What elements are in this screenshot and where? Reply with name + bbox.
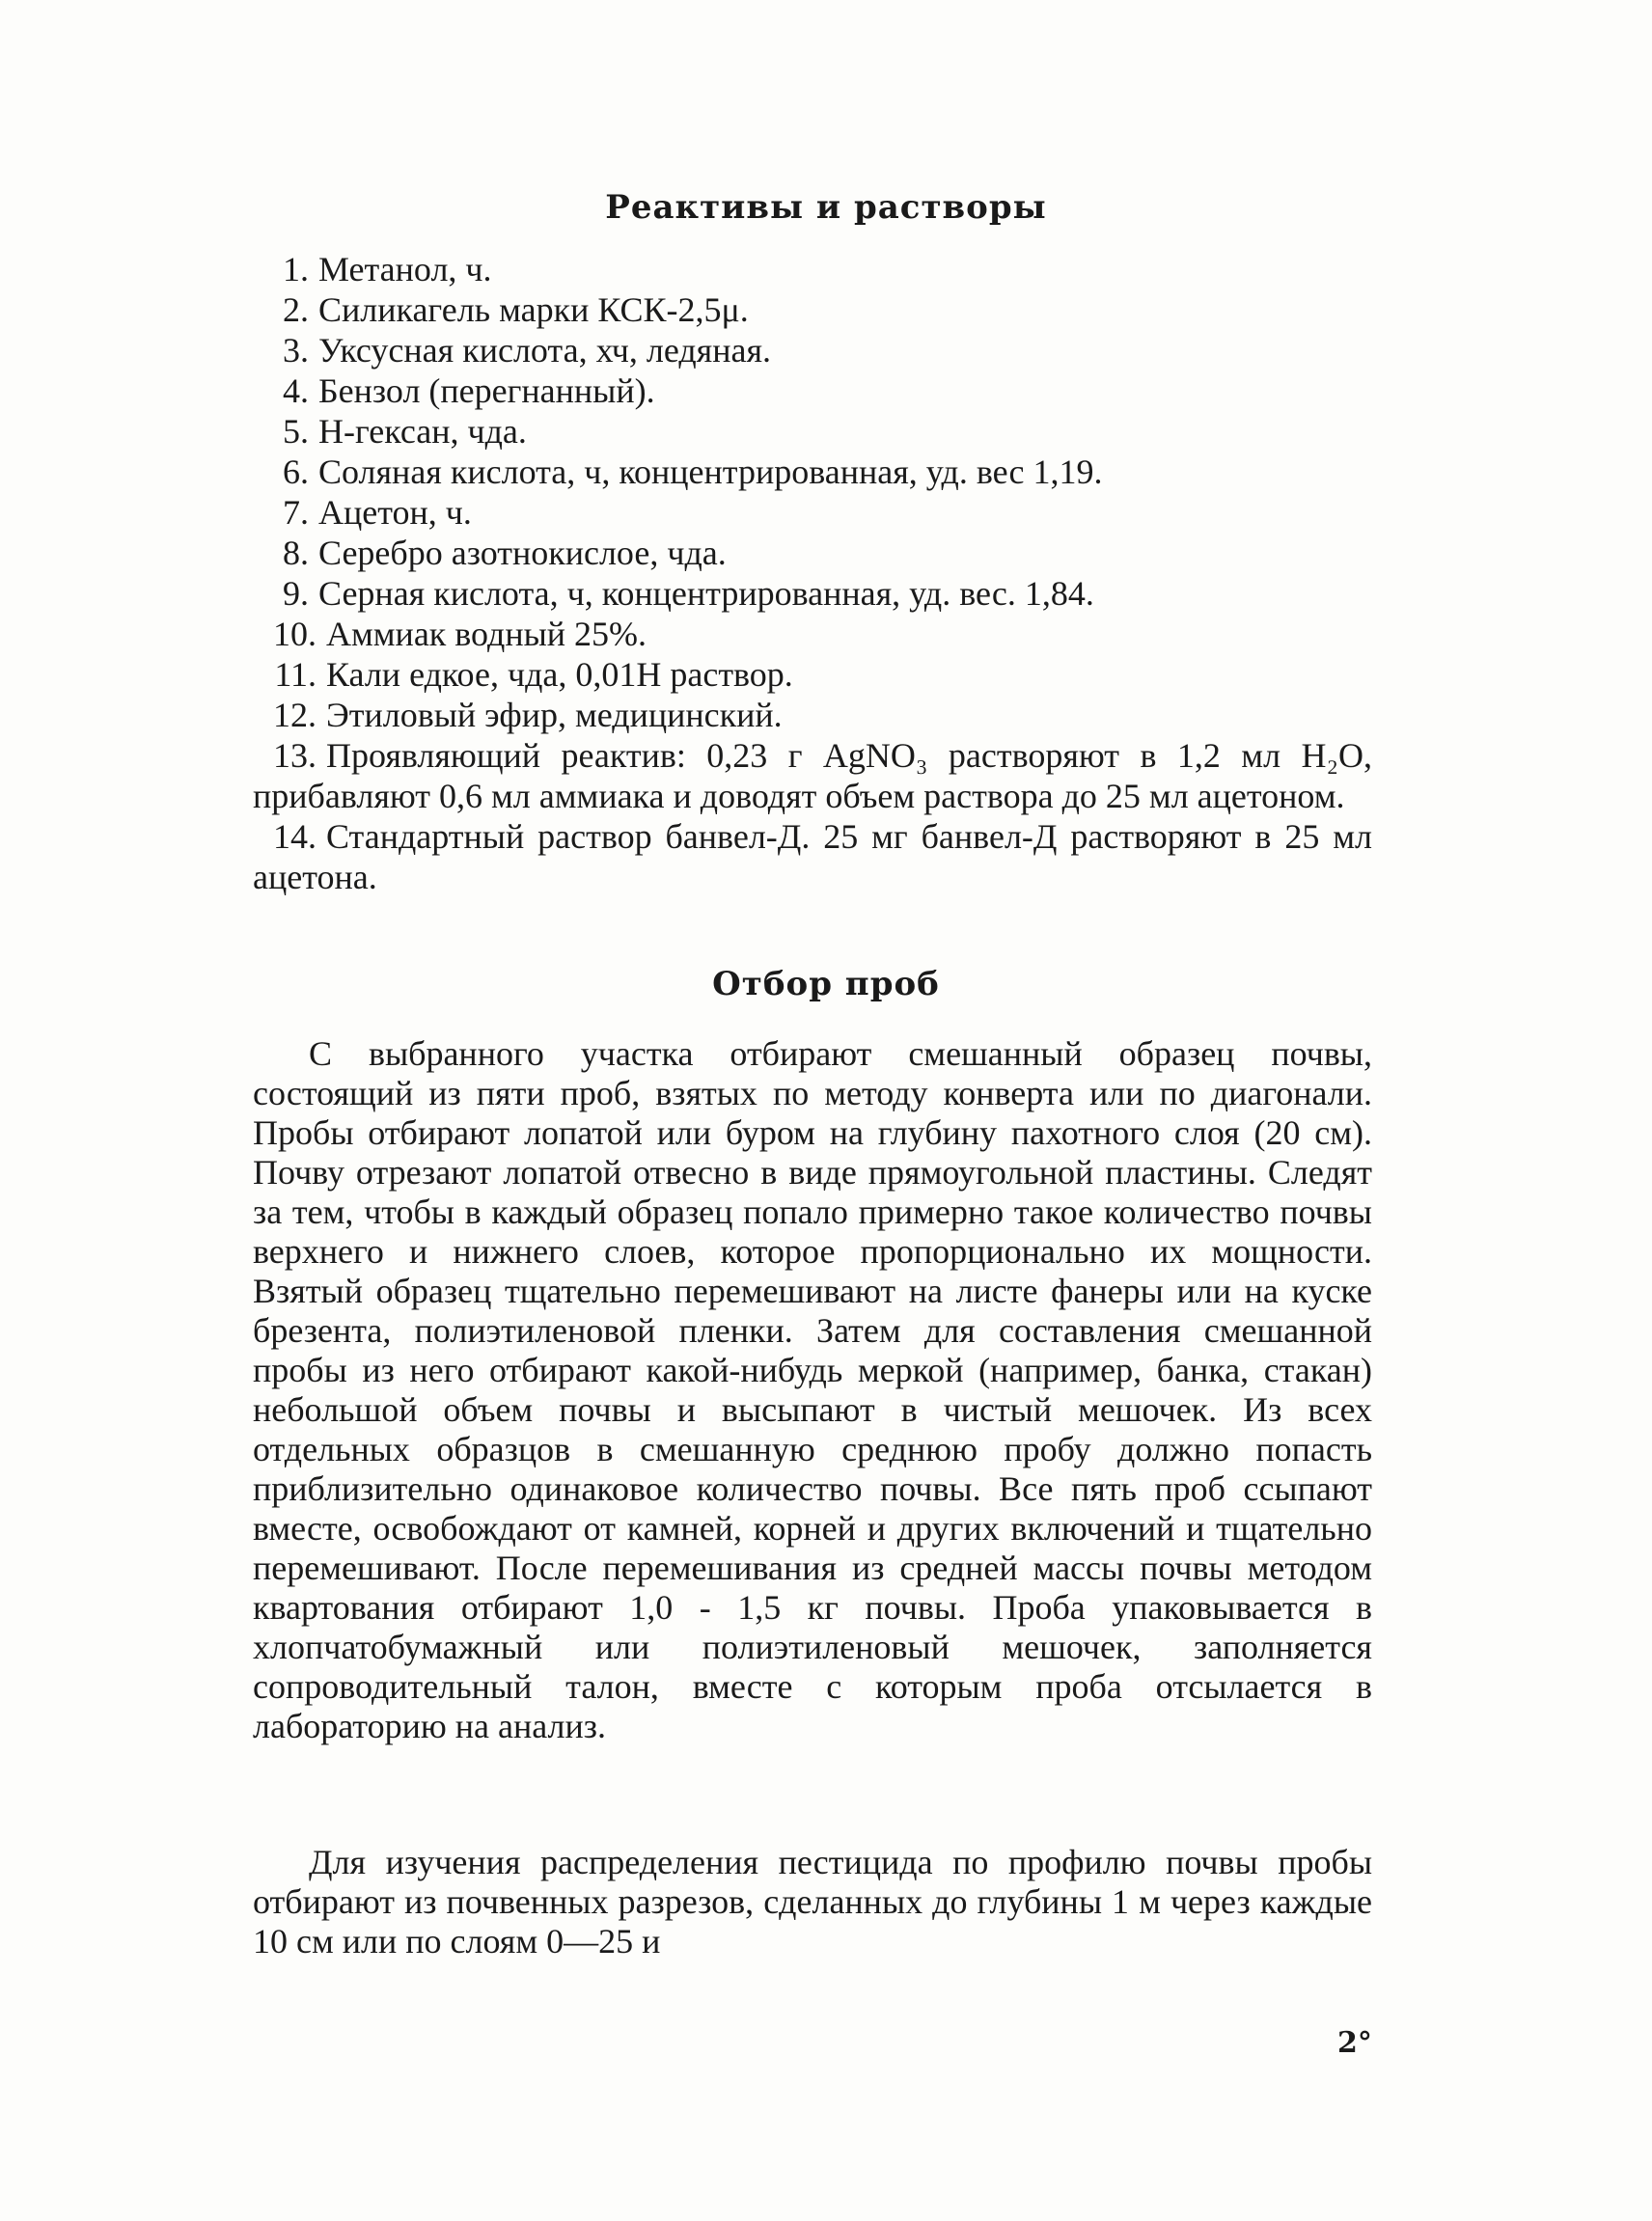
list-item: 11. Кали едкое, чда, 0,01Н раствор. — [274, 655, 793, 694]
reagents-list — [253, 249, 1372, 897]
list-item: 14. Стандартный раствор банвел-Д. 25 мг банвел-Д растворяют в 25 мл ацетона. — [253, 817, 1372, 896]
list-item: 8. Серебро азотнокислое, чда. — [283, 534, 727, 572]
list-item: 2. Силикагель марки КСК-2,5μ. — [283, 290, 749, 329]
page-number: 2° — [1337, 2026, 1372, 2060]
section-heading-sampling: Отбор проб — [712, 965, 940, 1003]
list-item: 7. Ацетон, ч. — [283, 493, 472, 532]
section-heading-reagents: Реактивы и растворы — [605, 188, 1047, 227]
list-item: 9. Серная кислота, ч, концентрированная, уд. вес. 1,84. — [283, 574, 1094, 613]
list-item: 6. Соляная кислота, ч, концентрированная, уд. вес 1,19. — [283, 452, 1103, 491]
sampling-paragraph-2: Для изучения распределения пестицида по профилю почвы пробы отбирают из почвенных разрезов, сделанных до глубины 1 м через каждые 10 см или по слоям 0—25 и — [253, 1843, 1372, 1961]
list-item: 3. Уксусная кислота, хч, ледяная. — [283, 331, 772, 370]
list-item: 5. Н-гексан, чда. — [283, 412, 527, 451]
list-item: 1. Метанол, ч. — [283, 250, 492, 288]
list-item: 4. Бензол (перегнанный). — [283, 371, 655, 410]
list-item: 13. Проявляющий реактив: 0,23 г AgNO₃ растворяют в 1,2 мл H₂O, прибавляют 0,6 мл аммиака и доводят объем раствора до 25 мл ацетоном. — [253, 736, 1372, 815]
sampling-paragraph: С выбранного участка отбирают смешанный образец почвы, состоящий из пяти проб, взятых по методу конверта или по диагонали. Пробы отбирают лопатой или буром на глубину пахотного слоя (20 см). Почву отрезают лопатой отвесно в виде прямоугольной пластины. Следят за тем, чтобы в каждый образец попало примерно такое количество почвы верхнего и нижнего слоев, которое пропорционально их мощности. Взятый образец тщательно перемешивают на листе фанеры или на куске брезента, полиэтиленовой пленки. Затем для составления смешанной пробы из него отбирают какой-нибудь меркой (например, банка, стакан) небольшой объем почвы и высыпают в чистый мешочек. Из всех отдельных образцов в смешанную среднюю пробу должно попасть приблизительно одинаковое количество почвы. Все пять проб ссыпают вместе, освобождают от камней, корней и других включений и тщательно перемешивают. После перемешивания из средней массы почвы методом квартования отбирают 1,0 - 1,5 кг почвы. Проба упаковывается в хлопчатобумажный или полиэтиленовый мешочек, заполняется сопроводительный талон, вместе с которым проба отсылается в лабораторию на анализ. — [253, 1034, 1372, 1745]
list-item: 12. Этиловый эфир, медицинский. — [273, 696, 783, 734]
list-item: 10. Аммиак водный 25%. — [273, 615, 647, 653]
